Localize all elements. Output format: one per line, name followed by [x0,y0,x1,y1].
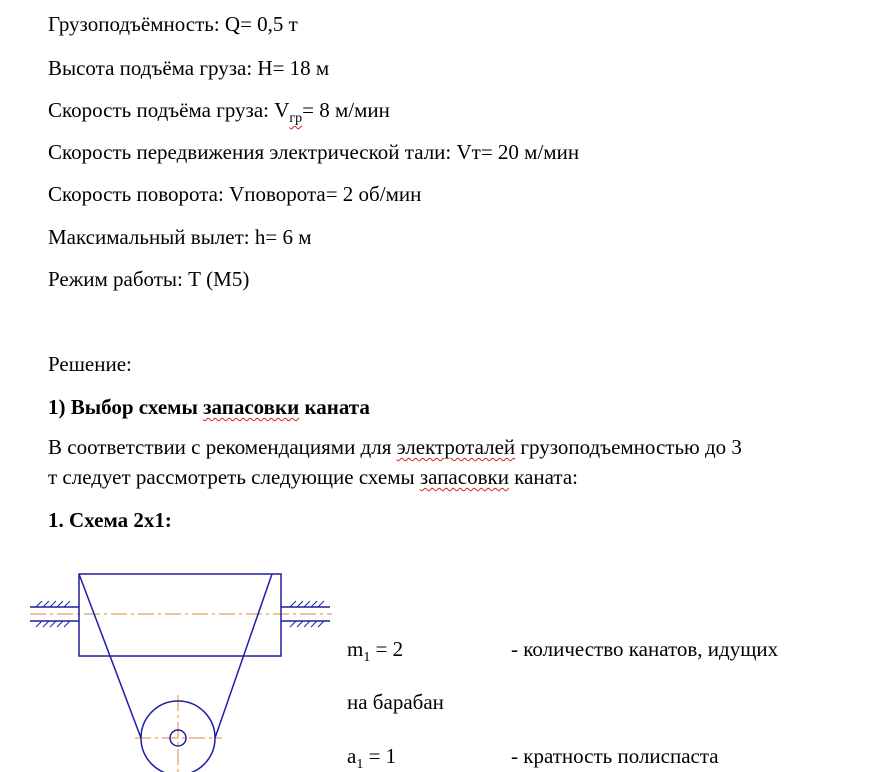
param-max-reach: Максимальный вылет: h= 6 м [48,225,312,249]
param-mode: Режим работы: Т (М5) [48,267,250,291]
param-rotation-speed: Скорость поворота: Vповорота= 2 об/мин [48,182,422,206]
drum-rectangle [79,574,281,656]
section-heading-rest: каната [299,395,370,419]
section-heading-word: запасовки [203,395,300,419]
lift-speed-subscript: гр [289,111,303,126]
m-letter: m [347,637,364,661]
a-value: = 1 [363,744,397,768]
param-hoist-speed: Скорость передвижения электрической тали: Vт= 20 м/мин [48,140,580,164]
paragraph-line-1 [48,435,742,459]
para2-word: запасовки [419,465,509,489]
para1-b: грузоподъемностью до 3 [515,435,742,459]
para2-b: каната: [508,465,578,489]
scheme-title: 1. Схема 2х1: [48,508,172,532]
formula-a1-description: - кратность полиспаста [511,744,719,768]
a-letter: a [347,744,357,768]
section-heading [48,395,370,419]
param-lift-speed [48,98,390,126]
m-value: = 2 [370,637,404,661]
lift-speed-suffix: = 8 м/мин [302,98,390,122]
para2-a: т следует рассмотреть следующие схемы [48,465,420,489]
formula-m1 [347,637,403,665]
formula-a1 [347,744,396,772]
m-subscript: 1 [363,650,371,665]
formula-m1-description: - количество канатов, идущих [511,637,779,661]
reeving-scheme-drawing [0,560,360,772]
paragraph-line-2 [48,465,578,489]
param-height: Высота подъёма груза: H= 18 м [48,56,330,80]
para1-a: В соответствии с рекомендациями для [48,435,397,459]
lift-speed-prefix: Скорость подъёма груза: V [48,98,290,122]
param-capacity: Грузоподъёмность: Q= 0,5 т [48,12,298,36]
a-subscript: 1 [356,757,364,772]
formula-m1-description-cont: на барабан [347,690,444,714]
para1-word: электроталей [396,435,516,459]
solution-label: Решение: [48,352,132,376]
section-heading-num: 1) Выбор схемы [48,395,204,419]
